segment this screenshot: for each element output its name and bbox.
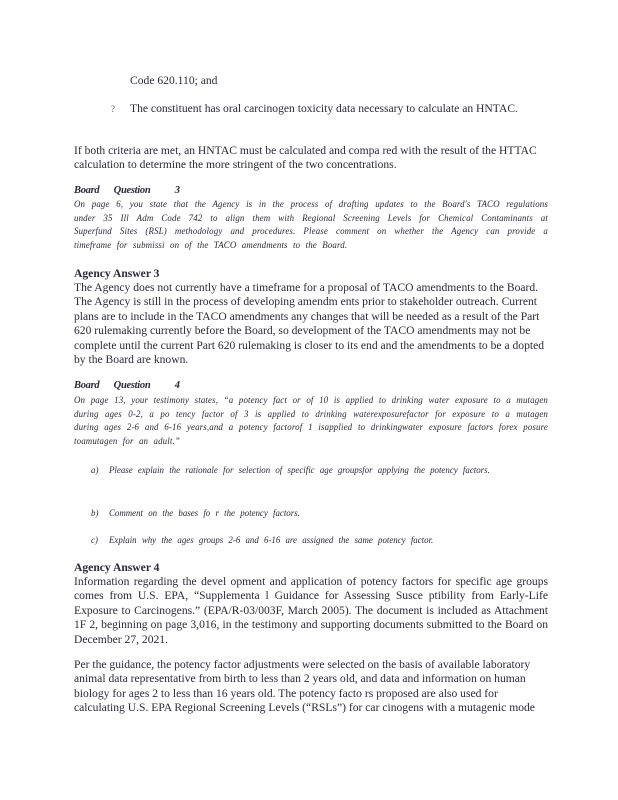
question-4-text: On page 13, your testimony states, “a potency fact or of 10 is applied to drinking water exposure to a mutagen during ages 0-2, a po tency factor of 3 is applied to drinking waterexposurefactor for exposure to a mutagen during ages 2-6 and 6-16 years,and a potency factorof 1 isapplied to drinkingwater exposure factors forex posure toamutagen for an adult.” xyxy=(74,395,548,446)
question-3-heading xyxy=(74,185,180,196)
answer-4-paragraph-1: Information regarding the devel opment and application of potency factors for specific age groups comes from U.S. EPA, “Supplementa l Guidance for Assessing Susce ptibility from Early-Life Exposure to Carcinogens.” (EPA/R-03/003F, March 2005). The document is included as Attachment 1F 2, beginning on page 3,016, in the testimony and supporting documents submitted to the Board on December 27, 2021. xyxy=(74,575,548,646)
question-4-question-label: Question xyxy=(113,380,151,391)
item-text: Comment on the bases fo r the potency factors. xyxy=(109,508,300,518)
answer-4-heading: Agency Answer 4 xyxy=(74,561,160,574)
question-4-item-c xyxy=(91,534,541,547)
answer-4-paragraph-2: Per the guidance, the potency factor adjustments were selected on the basis of available laboratory animal data representative from birth to less than 2 years old, and data and information on human biology for ages 2 to less than 16 years old. The potency facto rs proposed are also used for calculating U.S. EPA Regional Screening Levels (“RSLs”) for car cinogens with a mutagenic mode xyxy=(74,658,535,715)
answer-3-text: The Agency does not currently have a timeframe for a proposal of TACO amendments to the Board. The Agency is still in the process of developing amendm ents prior to stakeholder outreach. Current plans are to include in the TACO amendments any changes that will be needed as a result of the Part 620 rulemaking currently before the Board, so development of the TACO amendments may not be complete until the current Part 620 rulemaking is closer to its end and the amendments to be a dopted by the Board are known. xyxy=(74,281,545,367)
criteria-paragraph: If both criteria are met, an HNTAC must be calculated and compa red with the result of the HTTAC calculation to determine the more stringent of the two concentrations. xyxy=(74,144,537,172)
question-3-number: 3 xyxy=(174,185,180,196)
question-4-number: 4 xyxy=(174,380,180,391)
question-3-board-label: Board xyxy=(74,185,100,196)
item-letter: b) xyxy=(91,508,99,518)
code-continuation-line: Code 620.110; and xyxy=(130,74,218,87)
question-4-item-a xyxy=(91,464,541,477)
bullet-item-text: The constituent has oral carcinogen toxicity data necessary to calculate an HNTAC. xyxy=(130,102,518,115)
question-3-text: On page 6, you state that the Agency is in the process of drafting updates to the Board's TACO regulations under 35 Ill Adm Code 742 to align them with Regional Screening Levels for Chemical Contaminants at Superfund Sites (RSL) methodology and procedures. Please comment on whether the Agency can provide a timeframe for submissi on of the TACO amendments to the Board. xyxy=(74,199,548,250)
item-text: Explain why the ages groups 2-6 and 6-16 are assigned the same potency factor. xyxy=(109,535,434,545)
question-3-question-label: Question xyxy=(113,185,151,196)
bullet-marker: ? xyxy=(111,104,115,114)
question-4-heading xyxy=(74,380,180,391)
item-letter: a) xyxy=(91,465,99,475)
item-text: Please explain the rationale for selection of specific age groupsfor applying the potency factors. xyxy=(109,465,490,475)
answer-3-heading: Agency Answer 3 xyxy=(74,267,160,280)
item-letter: c) xyxy=(91,535,98,545)
question-4-item-b xyxy=(91,507,541,520)
question-4-board-label: Board xyxy=(74,380,100,391)
